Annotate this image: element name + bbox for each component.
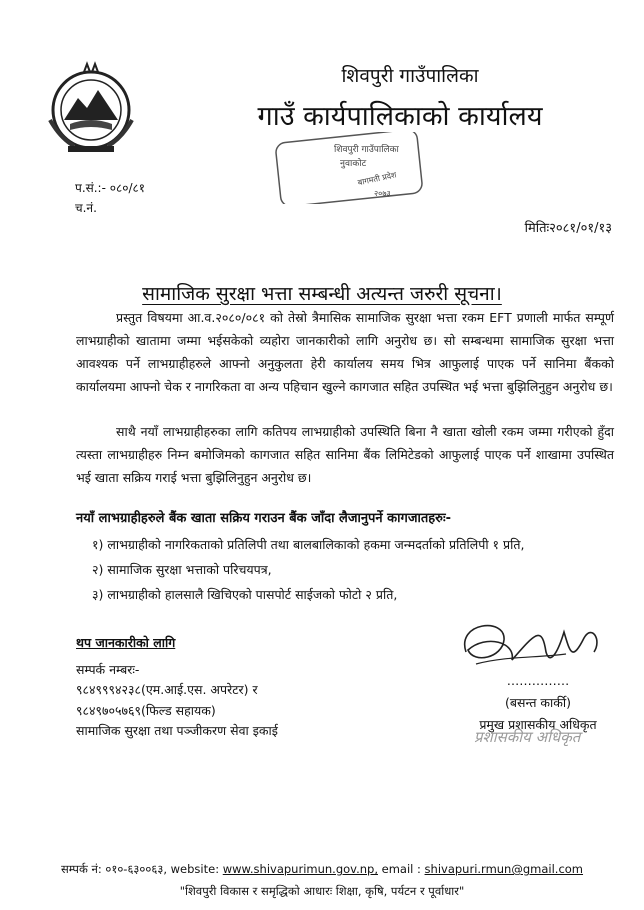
list-item: २) सामाजिक सुरक्षा भत्ताको परिचयपत्र, <box>92 562 272 577</box>
officer-stamp-text: प्रशासकीय अधिकृत <box>474 728 581 746</box>
contact-label: सम्पर्क नम्बरः- <box>76 661 140 677</box>
contact-phone-2: ९८४९७०५७६९(फिल्ड सहायक) <box>76 702 216 718</box>
contact-title: थप जानकारीको लागि <box>76 635 176 650</box>
footer <box>0 858 644 902</box>
footer-phone: ०१०-६३००६३, <box>105 862 167 876</box>
letter-date: मितिः२०८१/०१/१३ <box>524 221 612 236</box>
footer-email-label: email : <box>381 862 421 876</box>
office-name: गाउँ कार्यपालिकाको कार्यालय <box>257 101 543 132</box>
signature <box>446 612 616 674</box>
stamp-line-3: बागमती प्रदेश <box>356 170 398 188</box>
list-item: ३) लाभग्राहीको हालसालै खिचिएको पासपोर्ट साईजको फोटो २ प्रति, <box>92 587 398 602</box>
nepal-government-emblem-icon <box>40 58 142 158</box>
list-item: १) लाभग्राहीको नागरिकताको प्रतिलिपी तथा बालबालिकाको हकमा जन्मदर्ताको प्रतिलिपी १ प्रति, <box>92 537 525 552</box>
office-stamp <box>274 132 424 204</box>
footer-slogan: "शिवपुरी विकास र समृद्धिको आधारः शिक्षा, कृषि, पर्यटन र पूर्वाधार" <box>179 884 465 898</box>
footer-phone-label: सम्पर्क नं: <box>60 862 102 876</box>
documents-heading: नयाँ लाभग्राहीहरुले बैंक खाता सक्रिय गराउन बैंक जाँदा लैजानुपर्ने कागजातहरुः- <box>76 511 451 526</box>
contact-unit: सामाजिक सुरक्षा तथा पञ्जीकरण सेवा इकाई <box>76 723 278 738</box>
signature-dots: …………… <box>506 673 570 688</box>
stamp-line-4: २०७३ <box>374 189 391 198</box>
footer-email-link[interactable]: shivapuri.rmun@gmail.com <box>424 862 584 876</box>
signatory-name: (बसन्त कार्की) <box>505 695 571 710</box>
stamp-line-2: नुवाकोट <box>340 159 367 169</box>
municipality-name: शिवपुरी गाउँपालिका <box>341 65 479 87</box>
footer-website-label: website: <box>170 862 220 876</box>
contact-phone-1: ९८४९९९४२३८(एम.आई.एस. अपरेटर) र <box>76 682 258 697</box>
dispatch-number: च.नं. <box>75 201 97 215</box>
letter-number: प.सं.:- ०८०/८१ <box>75 181 145 195</box>
footer-website-link[interactable]: www.shivapurimun.gov.np, <box>222 862 378 876</box>
signatory-designation: प्रमुख प्रशासकीय अधिकृत <box>479 717 597 732</box>
reference-block <box>75 178 145 218</box>
subject-heading: सामाजिक सुरक्षा भत्ता सम्बन्धी अत्यन्त जरुरी सूचना। <box>142 283 502 305</box>
officer-stamp <box>450 710 620 756</box>
body-paragraph-1: प्रस्तुत विषयमा आ.व.२०८०/०८१ को तेस्रो त्रैमासिक सामाजिक सुरक्षा भत्ता रकम EFT प्रणाली मार्फत सम्पूर्ण लाभग्राहीको खातामा जम्मा भईसकेको व्यहोरा जानकारीको लागि अनुरोध छ। सो सम्बन्धमा सामाजिक सुरक्षा भत्ता आवश्यक पर्ने लाभग्राहीहरुले आफ्नो अनुकुलता हेरी कार्यालय समय भित्र आफुलाई पाएक पर्ने सानिमा बैंकको कार्यालयमा आफ्नो चेक र नागरिकता वा अन्य पहिचान खुल्ने कागजात सहित उपस्थित भई भत्ता बुझिलिनुहुन अनुरोध छ। <box>76 310 614 394</box>
footer-contact-line <box>0 858 644 880</box>
documents-list <box>92 532 612 607</box>
stamp-line-1: शिवपुरी गाउँपालिका <box>334 145 399 155</box>
body-paragraph-2: साथै नयाँ लाभग्राहीहरुका लागि कतिपय लाभग्राहीको उपस्थिति बिना नै खाता खोली रकम जम्मा गरीएको हुँदा त्यस्ता लाभग्राहीहरु निम्न बमोजिमको कागजात सहित सानिमा बैंक लिमिटेडको आफुलाई पाएक पर्ने शाखामा उपस्थित भई खाता सक्रिय गराई भत्ता बुझिलिनुहुन अनुरोध छ। <box>76 424 614 485</box>
contact-block <box>76 633 436 742</box>
